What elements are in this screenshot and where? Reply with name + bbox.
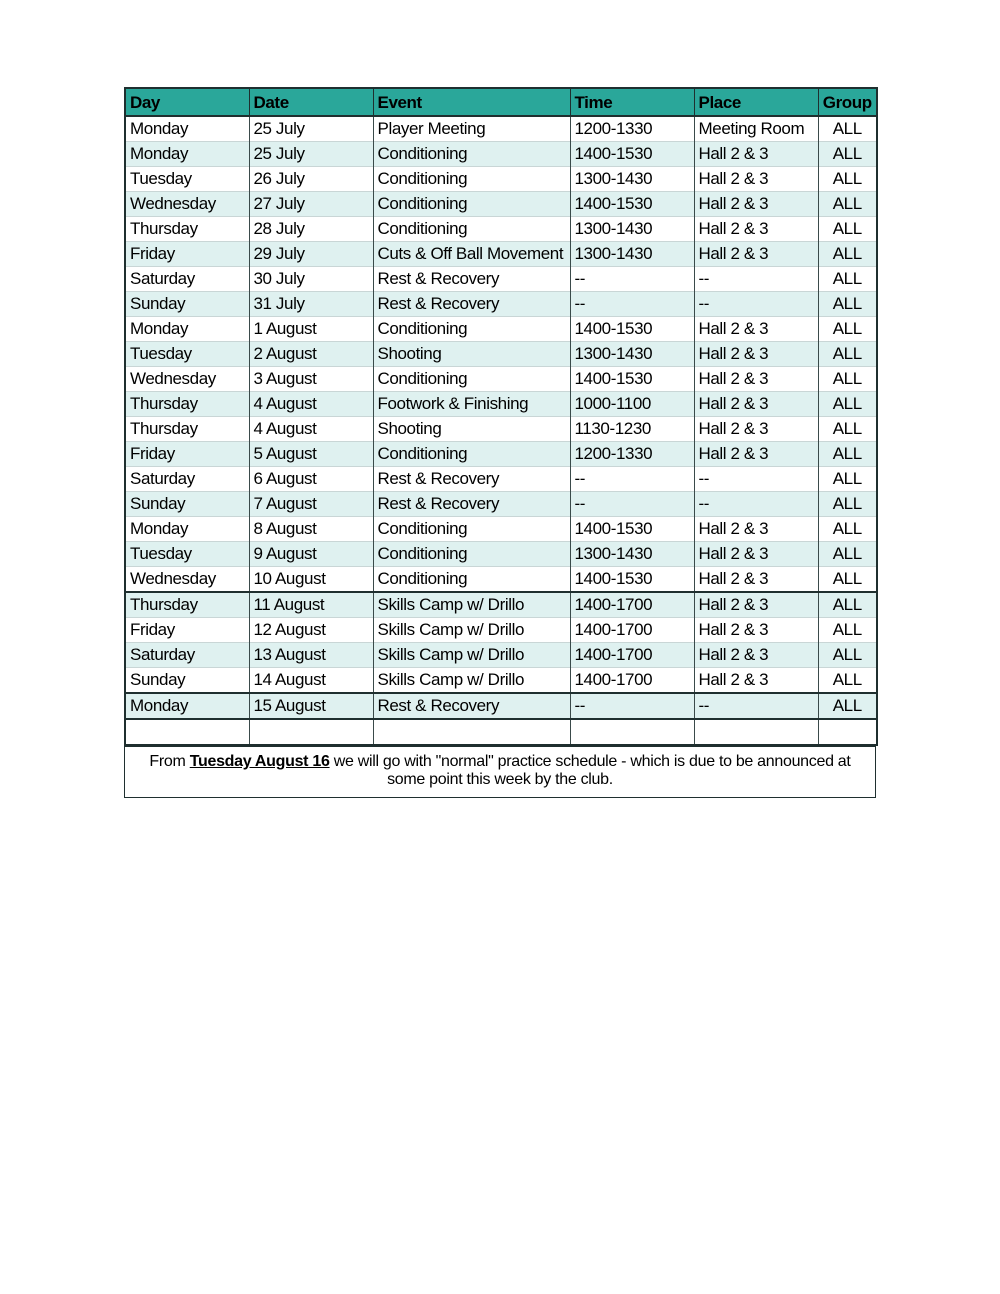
table-row bbox=[125, 643, 877, 668]
cell-date: 4 August bbox=[249, 417, 373, 442]
table-row bbox=[125, 442, 877, 467]
cell-time: 1400-1530 bbox=[570, 142, 694, 167]
table-row bbox=[125, 467, 877, 492]
cell-group: ALL bbox=[818, 167, 877, 192]
cell-group: ALL bbox=[818, 567, 877, 593]
table-row bbox=[125, 116, 877, 142]
cell-day: Thursday bbox=[125, 592, 249, 618]
note-emphasis-date: Tuesday August 16 bbox=[189, 753, 330, 770]
table-row bbox=[125, 618, 877, 643]
cell-date: 10 August bbox=[249, 567, 373, 593]
note-prefix: From bbox=[149, 753, 186, 770]
cell-time: 1400-1530 bbox=[570, 317, 694, 342]
table-row bbox=[125, 592, 877, 618]
cell-day: Tuesday bbox=[125, 542, 249, 567]
cell-day: Sunday bbox=[125, 292, 249, 317]
cell-day: Saturday bbox=[125, 467, 249, 492]
empty-row bbox=[125, 719, 877, 745]
cell-event: Footwork & Finishing bbox=[373, 392, 570, 417]
cell-place: -- bbox=[694, 693, 818, 719]
cell-date: 15 August bbox=[249, 693, 373, 719]
cell-time: 1200-1330 bbox=[570, 116, 694, 142]
header-group: Group bbox=[818, 88, 877, 116]
cell-group: ALL bbox=[818, 116, 877, 142]
cell-time: -- bbox=[570, 467, 694, 492]
table-row bbox=[125, 292, 877, 317]
cell-date: 31 July bbox=[249, 292, 373, 317]
table-row bbox=[125, 542, 877, 567]
table-row bbox=[125, 668, 877, 694]
cell-place: Hall 2 & 3 bbox=[694, 242, 818, 267]
cell-event: Rest & Recovery bbox=[373, 693, 570, 719]
empty-cell bbox=[694, 719, 818, 745]
table-row bbox=[125, 317, 877, 342]
cell-event: Conditioning bbox=[373, 317, 570, 342]
table-row bbox=[125, 242, 877, 267]
table-row bbox=[125, 693, 877, 719]
cell-day: Monday bbox=[125, 116, 249, 142]
cell-place: Hall 2 & 3 bbox=[694, 442, 818, 467]
cell-date: 14 August bbox=[249, 668, 373, 694]
cell-day: Friday bbox=[125, 618, 249, 643]
cell-day: Wednesday bbox=[125, 367, 249, 392]
cell-time: 1300-1430 bbox=[570, 242, 694, 267]
cell-date: 11 August bbox=[249, 592, 373, 618]
empty-cell bbox=[570, 719, 694, 745]
cell-day: Thursday bbox=[125, 417, 249, 442]
cell-place: Hall 2 & 3 bbox=[694, 643, 818, 668]
cell-day: Saturday bbox=[125, 267, 249, 292]
cell-place: Hall 2 & 3 bbox=[694, 668, 818, 694]
table-row bbox=[125, 567, 877, 593]
cell-date: 1 August bbox=[249, 317, 373, 342]
cell-day: Monday bbox=[125, 317, 249, 342]
table-row bbox=[125, 417, 877, 442]
cell-time: 1300-1430 bbox=[570, 542, 694, 567]
cell-group: ALL bbox=[818, 442, 877, 467]
cell-place: -- bbox=[694, 467, 818, 492]
cell-event: Conditioning bbox=[373, 367, 570, 392]
cell-place: Hall 2 & 3 bbox=[694, 217, 818, 242]
cell-date: 13 August bbox=[249, 643, 373, 668]
cell-event: Conditioning bbox=[373, 167, 570, 192]
cell-time: 1300-1430 bbox=[570, 167, 694, 192]
cell-place: -- bbox=[694, 292, 818, 317]
cell-day: Wednesday bbox=[125, 192, 249, 217]
cell-event: Conditioning bbox=[373, 542, 570, 567]
cell-event: Rest & Recovery bbox=[373, 267, 570, 292]
cell-time: -- bbox=[570, 267, 694, 292]
table-row bbox=[125, 517, 877, 542]
cell-time: 1400-1530 bbox=[570, 192, 694, 217]
cell-event: Rest & Recovery bbox=[373, 292, 570, 317]
cell-event: Skills Camp w/ Drillo bbox=[373, 668, 570, 694]
cell-group: ALL bbox=[818, 417, 877, 442]
cell-day: Thursday bbox=[125, 392, 249, 417]
cell-place: Hall 2 & 3 bbox=[694, 592, 818, 618]
cell-group: ALL bbox=[818, 693, 877, 719]
table-row bbox=[125, 167, 877, 192]
cell-place: Hall 2 & 3 bbox=[694, 567, 818, 593]
cell-date: 29 July bbox=[249, 242, 373, 267]
cell-day: Wednesday bbox=[125, 567, 249, 593]
cell-group: ALL bbox=[818, 317, 877, 342]
cell-day: Sunday bbox=[125, 668, 249, 694]
schedule-table bbox=[124, 87, 878, 746]
cell-event: Player Meeting bbox=[373, 116, 570, 142]
cell-date: 8 August bbox=[249, 517, 373, 542]
table-row bbox=[125, 342, 877, 367]
cell-day: Friday bbox=[125, 442, 249, 467]
cell-place: -- bbox=[694, 267, 818, 292]
header-day: Day bbox=[125, 88, 249, 116]
cell-group: ALL bbox=[818, 542, 877, 567]
cell-event: Shooting bbox=[373, 342, 570, 367]
cell-group: ALL bbox=[818, 517, 877, 542]
cell-day: Monday bbox=[125, 693, 249, 719]
cell-group: ALL bbox=[818, 592, 877, 618]
cell-place: Hall 2 & 3 bbox=[694, 392, 818, 417]
cell-time: 1130-1230 bbox=[570, 417, 694, 442]
cell-date: 27 July bbox=[249, 192, 373, 217]
cell-group: ALL bbox=[818, 367, 877, 392]
cell-event: Conditioning bbox=[373, 567, 570, 593]
cell-time: 1400-1700 bbox=[570, 643, 694, 668]
cell-group: ALL bbox=[818, 142, 877, 167]
cell-group: ALL bbox=[818, 217, 877, 242]
cell-day: Tuesday bbox=[125, 167, 249, 192]
cell-group: ALL bbox=[818, 392, 877, 417]
cell-event: Rest & Recovery bbox=[373, 492, 570, 517]
cell-event: Conditioning bbox=[373, 217, 570, 242]
note-suffix: we will go with "normal" practice schedule - which is due to be announced at some point this week by the club. bbox=[333, 753, 851, 788]
cell-place: Hall 2 & 3 bbox=[694, 618, 818, 643]
cell-place: Hall 2 & 3 bbox=[694, 542, 818, 567]
table-row bbox=[125, 267, 877, 292]
cell-group: ALL bbox=[818, 492, 877, 517]
cell-event: Cuts & Off Ball Movement bbox=[373, 242, 570, 267]
cell-day: Friday bbox=[125, 242, 249, 267]
cell-group: ALL bbox=[818, 242, 877, 267]
cell-event: Conditioning bbox=[373, 192, 570, 217]
cell-group: ALL bbox=[818, 192, 877, 217]
cell-place: Hall 2 & 3 bbox=[694, 167, 818, 192]
cell-time: -- bbox=[570, 292, 694, 317]
table-row bbox=[125, 142, 877, 167]
cell-event: Conditioning bbox=[373, 517, 570, 542]
cell-time: 1400-1700 bbox=[570, 592, 694, 618]
cell-place: Meeting Room bbox=[694, 116, 818, 142]
cell-date: 4 August bbox=[249, 392, 373, 417]
cell-group: ALL bbox=[818, 342, 877, 367]
cell-date: 6 August bbox=[249, 467, 373, 492]
cell-place: Hall 2 & 3 bbox=[694, 517, 818, 542]
cell-group: ALL bbox=[818, 668, 877, 694]
cell-date: 30 July bbox=[249, 267, 373, 292]
cell-place: Hall 2 & 3 bbox=[694, 417, 818, 442]
cell-place: Hall 2 & 3 bbox=[694, 367, 818, 392]
table-row bbox=[125, 367, 877, 392]
practice-schedule bbox=[124, 87, 876, 798]
table-header-row bbox=[125, 88, 877, 116]
cell-event: Skills Camp w/ Drillo bbox=[373, 643, 570, 668]
cell-day: Sunday bbox=[125, 492, 249, 517]
empty-cell bbox=[373, 719, 570, 745]
cell-day: Thursday bbox=[125, 217, 249, 242]
cell-event: Rest & Recovery bbox=[373, 467, 570, 492]
cell-group: ALL bbox=[818, 267, 877, 292]
empty-cell bbox=[125, 719, 249, 745]
cell-place: Hall 2 & 3 bbox=[694, 317, 818, 342]
cell-date: 3 August bbox=[249, 367, 373, 392]
cell-date: 28 July bbox=[249, 217, 373, 242]
empty-cell bbox=[818, 719, 877, 745]
cell-day: Tuesday bbox=[125, 342, 249, 367]
cell-time: -- bbox=[570, 693, 694, 719]
cell-time: 1400-1530 bbox=[570, 567, 694, 593]
cell-day: Saturday bbox=[125, 643, 249, 668]
cell-event: Conditioning bbox=[373, 142, 570, 167]
header-place: Place bbox=[694, 88, 818, 116]
schedule-body bbox=[125, 116, 877, 745]
cell-place: -- bbox=[694, 492, 818, 517]
table-row bbox=[125, 217, 877, 242]
cell-event: Conditioning bbox=[373, 442, 570, 467]
cell-date: 5 August bbox=[249, 442, 373, 467]
schedule-note bbox=[124, 746, 876, 798]
cell-group: ALL bbox=[818, 467, 877, 492]
cell-time: 1400-1700 bbox=[570, 668, 694, 694]
cell-day: Monday bbox=[125, 142, 249, 167]
cell-place: Hall 2 & 3 bbox=[694, 342, 818, 367]
cell-time: 1300-1430 bbox=[570, 342, 694, 367]
cell-time: 1400-1530 bbox=[570, 367, 694, 392]
cell-group: ALL bbox=[818, 292, 877, 317]
cell-date: 26 July bbox=[249, 167, 373, 192]
cell-place: Hall 2 & 3 bbox=[694, 142, 818, 167]
cell-date: 25 July bbox=[249, 116, 373, 142]
cell-time: 1300-1430 bbox=[570, 217, 694, 242]
cell-time: 1400-1700 bbox=[570, 618, 694, 643]
table-row bbox=[125, 392, 877, 417]
cell-time: 1400-1530 bbox=[570, 517, 694, 542]
cell-group: ALL bbox=[818, 618, 877, 643]
table-row bbox=[125, 492, 877, 517]
cell-place: Hall 2 & 3 bbox=[694, 192, 818, 217]
header-time: Time bbox=[570, 88, 694, 116]
header-date: Date bbox=[249, 88, 373, 116]
cell-time: 1200-1330 bbox=[570, 442, 694, 467]
cell-date: 7 August bbox=[249, 492, 373, 517]
table-row bbox=[125, 192, 877, 217]
cell-event: Shooting bbox=[373, 417, 570, 442]
cell-group: ALL bbox=[818, 643, 877, 668]
empty-cell bbox=[249, 719, 373, 745]
cell-date: 25 July bbox=[249, 142, 373, 167]
cell-date: 9 August bbox=[249, 542, 373, 567]
cell-day: Monday bbox=[125, 517, 249, 542]
cell-event: Skills Camp w/ Drillo bbox=[373, 618, 570, 643]
cell-date: 12 August bbox=[249, 618, 373, 643]
header-event: Event bbox=[373, 88, 570, 116]
cell-event: Skills Camp w/ Drillo bbox=[373, 592, 570, 618]
cell-date: 2 August bbox=[249, 342, 373, 367]
cell-time: 1000-1100 bbox=[570, 392, 694, 417]
cell-time: -- bbox=[570, 492, 694, 517]
